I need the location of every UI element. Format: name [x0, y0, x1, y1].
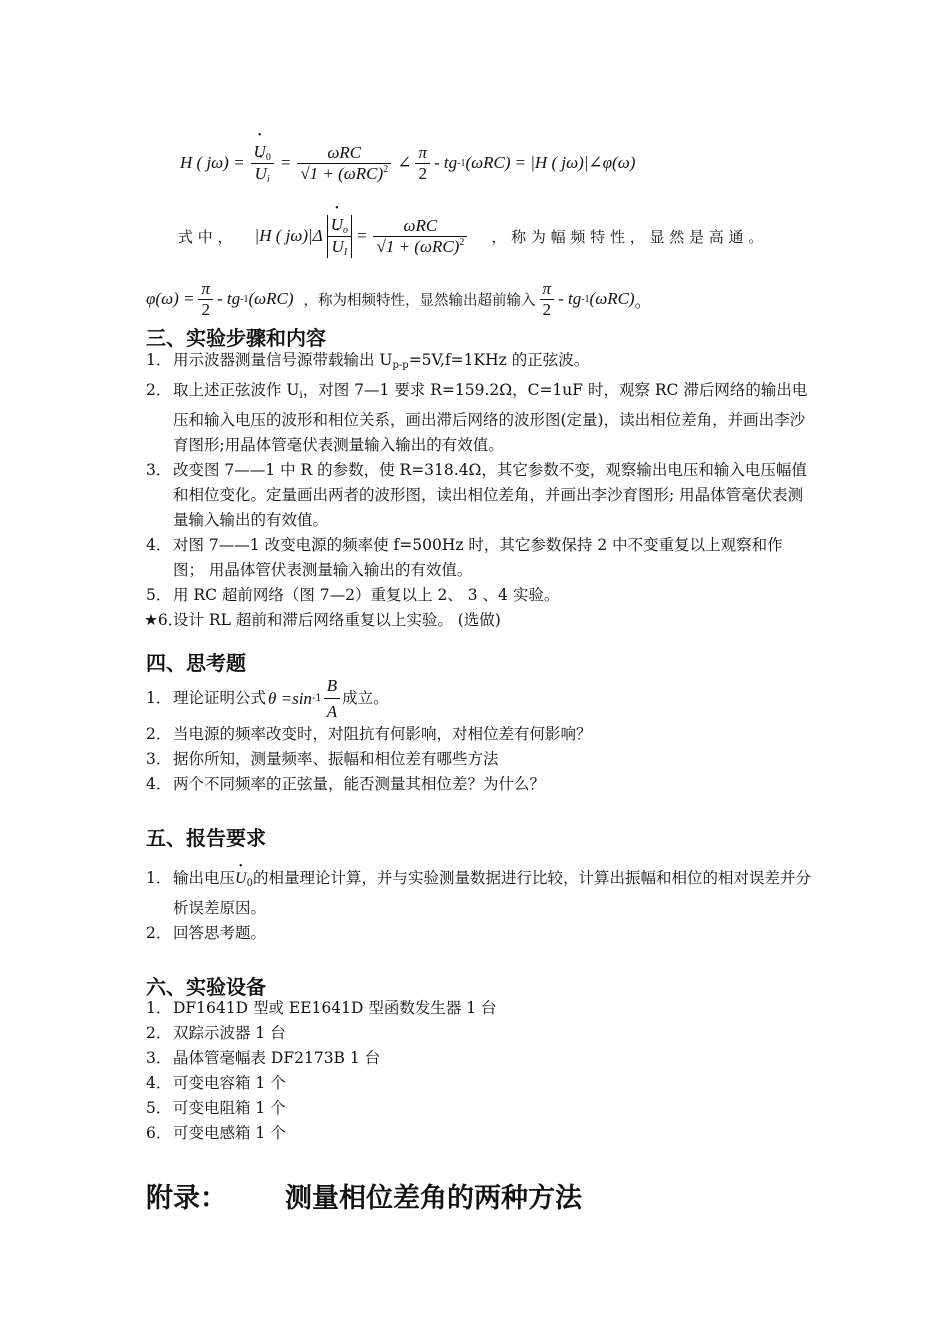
list-item-number: 4． — [146, 536, 172, 554]
magnitude-response-formula — [178, 204, 808, 268]
transfer-function-formula — [180, 128, 635, 198]
appendix-label: 附录： — [146, 1183, 227, 1214]
list-item-text: 可变电阻箱 1 个 — [173, 1099, 286, 1117]
list-item-number: 3． — [146, 1049, 172, 1067]
formula2-prefix: 式 中 ， — [178, 227, 233, 246]
formula1-minus-tg: - tg — [433, 153, 458, 172]
phase-response-formula — [146, 276, 652, 322]
list-item-text: 可变电容箱 1 个 — [173, 1074, 286, 1092]
question-1-text: 理论证明公式 — [173, 688, 267, 707]
formula3-pi: π — [201, 278, 210, 298]
list-item — [146, 1021, 811, 1046]
list-item-number: 4． — [146, 775, 172, 793]
list-item-number: 1． — [146, 688, 172, 707]
formula2-fraction-u — [327, 215, 352, 258]
list-item-text-cont: ，对图 7—1 要求 R=159.2Ω，C=1uF 时，观察 RC 滞后网络的输出电压和输入电压的波形和相位关系，画出滞后网络的波形图(定量)，读出相位差角，并画出李沙育图形;用晶体管毫伏表测量输入输出的有效值。 — [173, 381, 808, 454]
section-title-experiment-steps: 三、实验步骤和内容 — [146, 326, 326, 350]
list-item — [146, 1096, 811, 1121]
formula3-mid-text: ，称为相频特性，显然输出超前输入 — [303, 292, 536, 309]
formula1-num-sub: 0 — [265, 151, 271, 163]
formula1-pi-frac — [415, 143, 430, 184]
list-item — [146, 458, 811, 533]
list-item-text: 用示波器测量信号源带载输出 U — [173, 351, 393, 369]
formula2-suffix: ， 称 为 幅 频 特 性 ， 显 然 是 高 通 。 — [491, 227, 764, 246]
list-item-text-cont: =5V,f=1KHz 的正弦波。 — [408, 351, 590, 369]
formula3-minus-tg2: - tg — [558, 289, 582, 308]
list-item-text: 双踪示波器 1 台 — [173, 1024, 286, 1042]
list-item-number: 1． — [146, 351, 172, 369]
formula3-two2: 2 — [540, 299, 555, 320]
list-item-number: ★6． — [144, 611, 184, 629]
list-item — [146, 747, 811, 772]
formula1-fraction-rc: $\frac{\text{ωRC}}{√1 + (\omega RC)^2}$ — [297, 143, 391, 184]
formula1-frac2-den: 1 + (ωRC) — [309, 163, 384, 183]
question-1-text-end: 成立。 — [342, 688, 389, 707]
question-1-theta: θ =sin — [268, 688, 312, 708]
list-item-number: 6． — [146, 1124, 172, 1142]
question-item-1 — [146, 676, 389, 720]
list-item — [146, 772, 811, 797]
formula3-pi-frac — [198, 279, 213, 320]
list-item-number: 3． — [146, 461, 172, 479]
equipment-list — [146, 996, 811, 1146]
list-item-text: 可变电感箱 1 个 — [173, 1124, 286, 1142]
list-item — [146, 378, 811, 458]
section-title-equipment: 六、实验设备 — [146, 975, 266, 999]
report-1-text: 输出电压 — [173, 869, 236, 887]
list-item-text: 设计 RL 超前和滞后网络重复以上实验。 (选做) — [173, 611, 501, 629]
list-item — [146, 533, 811, 583]
appendix-heading — [146, 1176, 582, 1215]
report-1-symbol: • U — [235, 866, 247, 891]
formula3-end: 。 — [634, 291, 652, 311]
experiment-steps-list — [146, 348, 811, 633]
list-item-text: 当电源的频率改变时，对阻抗有何影响，对相位差有何影响？ — [173, 725, 592, 743]
formula3-pi2: π — [542, 278, 552, 298]
formula2-frac-den: 1 + (ωRC) — [385, 236, 460, 256]
formula2-eq: = — [355, 226, 368, 245]
formula1-tg-sup: -1 — [457, 157, 466, 169]
list-item — [146, 1121, 811, 1146]
list-item — [146, 348, 811, 378]
list-item-number: 4． — [146, 1074, 172, 1092]
formula3-two: 2 — [198, 299, 213, 320]
question-1-fraction — [324, 673, 340, 724]
formula2-num: • U — [331, 215, 343, 235]
list-item-text: 晶体管毫幅表 DF2173B 1 台 — [173, 1049, 381, 1067]
list-item — [146, 1046, 811, 1071]
formula2-den: • U — [332, 237, 344, 257]
list-item-text: 两个不同频率的正弦量，能否测量其相位差？为什么？ — [173, 775, 546, 793]
list-item — [146, 608, 811, 633]
formula1-num: • U — [254, 142, 266, 162]
formula1-den: • U — [255, 164, 267, 184]
formula1-angle: ∠ — [397, 153, 412, 172]
formula1-fraction-u — [251, 142, 274, 185]
list-item-number: 2． — [146, 725, 172, 743]
formula2-fraction-rc: $\frac{\text{ωRC}}{√1 + (\omega RC)^2}$ — [373, 216, 467, 257]
section-title-report-requirements: 五、报告要求 — [146, 826, 266, 850]
report-list — [146, 921, 811, 946]
formula3-tg-sup2: -1 — [581, 293, 590, 305]
list-item-text: 据你所知，测量频率、振幅和相位差有哪些方法 — [173, 750, 499, 768]
list-item-number: 3． — [146, 750, 172, 768]
list-item-number: 2． — [146, 381, 172, 399]
section-title-questions: 四、思考题 — [146, 651, 246, 675]
formula1-eq2: = — [279, 153, 292, 172]
formula1-tg-arg: (ωRC) — [465, 153, 511, 172]
list-item-subscript: p-p — [392, 360, 409, 371]
list-item-number: 1． — [146, 869, 172, 887]
list-item-text: 对图 7——1 改变电源的频率使 f=500Hz 时，其它参数保持 2 中不变重复以上观察和作图； 用晶体管伏表测量输入输出的有效值。 — [173, 536, 783, 579]
formula1-tail: = |H ( jω)|∠φ(ω) — [514, 153, 636, 172]
formula1-den-sub: i — [266, 173, 270, 185]
list-item-subscript: i — [299, 390, 303, 401]
list-item — [146, 583, 811, 608]
list-item-number: 2． — [146, 924, 172, 942]
list-item — [146, 1071, 811, 1096]
list-item — [146, 921, 811, 946]
formula2-num-sub: o — [342, 224, 348, 236]
list-item-text: 用 RC 超前网络（图 7—2）重复以上 2、 3 、4 实验。 — [173, 586, 560, 604]
report-item-1 — [146, 866, 811, 921]
formula3-tg-arg: (ωRC) — [248, 289, 294, 308]
question-1-fden: A — [324, 698, 340, 724]
formula2-frac-den-sup: 2 — [459, 236, 465, 248]
appendix-title: 测量相位差角的两种方法 — [285, 1183, 582, 1214]
list-item-text: 取上述正弦波作 U — [173, 381, 300, 399]
questions-list — [146, 722, 811, 797]
formula3-minus-tg: - tg — [216, 289, 241, 308]
formula3-tg-arg2: (ωRC) — [589, 289, 635, 308]
formula1-lhs: H ( jω) = — [180, 153, 245, 172]
list-item-text: 回答思考题。 — [173, 924, 267, 942]
list-item — [146, 722, 811, 747]
formula1-frac2-den-sup: 2 — [383, 163, 389, 175]
formula2-frac-num: ωRC — [403, 215, 438, 235]
list-item-text: DF1641D 型或 EE1641D 型函数发生器 1 台 — [173, 999, 497, 1017]
list-item-number: 5． — [146, 1099, 172, 1117]
formula2-den-sub: I — [343, 246, 348, 258]
formula1-pi: π — [418, 142, 427, 162]
list-item-text: 改变图 7——1 中 R 的参数，使 R=318.4Ω，其它参数不变，观察输出电压和输入电压幅值和相位变化。定量画出两者的波形图，读出相位差角，并画出李沙育图形; 用晶体管毫伏表测量输入输出的有效值。 — [173, 461, 807, 529]
report-1-text-cont: 的相量理论计算，并与实验测量数据进行比较，计算出振幅和相位的相对误差并分析误差原因。 — [173, 869, 811, 917]
list-item — [146, 996, 811, 1021]
question-1-sup: -1 — [311, 692, 322, 704]
formula3-lhs: φ(ω) = — [146, 289, 195, 308]
formula1-frac2-num: ωRC — [327, 142, 362, 162]
question-1-fnum: B — [326, 675, 338, 695]
list-item-number: 2． — [146, 1024, 172, 1042]
report-1-sub: 0 — [246, 878, 253, 889]
formula1-two: 2 — [415, 163, 430, 184]
list-item-number: 1． — [146, 999, 172, 1017]
list-item-number: 5． — [146, 586, 172, 604]
formula2-lhs: |H ( jω)|Δ — [254, 226, 323, 245]
formula3-tg-sup: -1 — [240, 293, 249, 305]
formula3-pi-frac2 — [540, 279, 555, 320]
